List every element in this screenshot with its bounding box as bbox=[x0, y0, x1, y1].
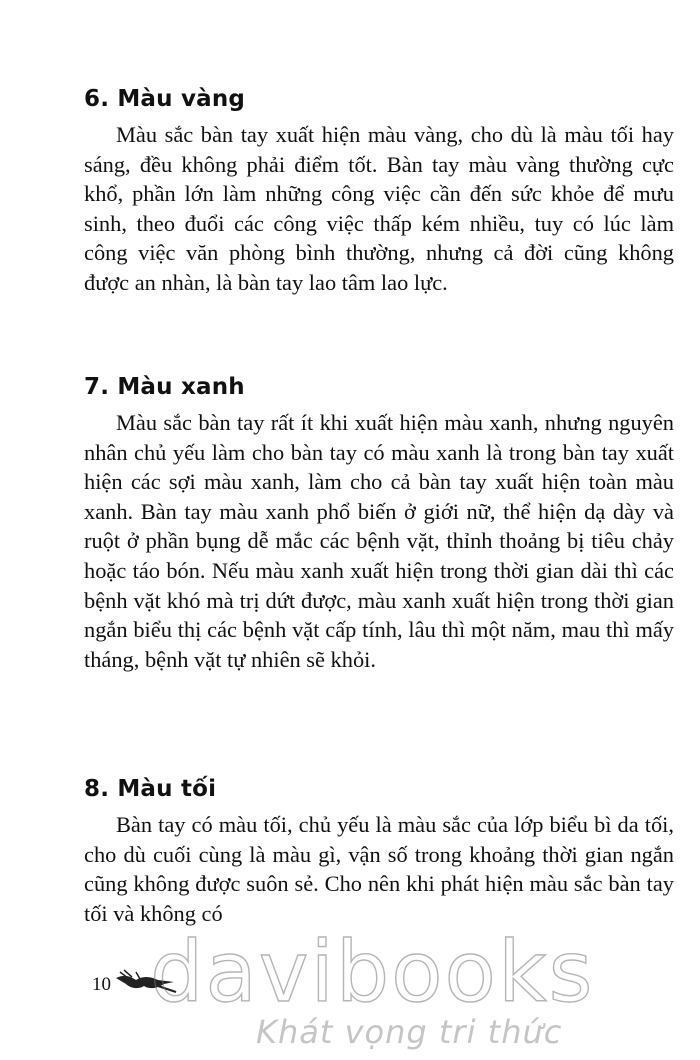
watermark-tagline: Khát vọng tri thức bbox=[256, 1013, 563, 1051]
section-yellow-color bbox=[84, 84, 674, 298]
section-paragraph: Màu sắc bàn tay rất ít khi xuất hiện màu xanh, nhưng nguyên nhân chủ yếu làm cho bàn tay có màu xanh là trong bàn tay xuất hiện các sợi màu xanh, làm cho cả bàn tay xuất hiện toàn màu xanh. Bàn tay màu xanh phổ biến ở giới nữ, thể hiện dạ dày và ruột ở phần bụng dễ mắc các bệnh vặt, thỉnh thoảng bị tiêu chảy hoặc táo bón. Nếu màu xanh xuất hiện trong thời gian dài thì các bệnh vặt khó mà trị dứt được, màu xanh xuất hiện trong thời gian ngắn biểu thị các bệnh vặt cấp tính, lâu thì một năm, mau thì mấy tháng, bệnh vặt tự nhiên sẽ khỏi. bbox=[84, 410, 674, 672]
watermark-logo: davibooks bbox=[150, 923, 595, 1021]
section-paragraph: Màu sắc bàn tay xuất hiện màu vàng, cho dù là màu tối hay sáng, đều không phải điểm tốt. Bàn tay màu vàng thường cực khổ, phần lớn làm những công việc cần đến sức khỏe để mưu sinh, theo đuổi các công việc thấp kém nhiều, tuy có lúc làm công việc văn phòng bình thường, nhưng cả đời cũng không được an nhàn, là bàn tay lao tâm lao lực. bbox=[84, 122, 674, 295]
page-number: 10 bbox=[92, 974, 111, 995]
section-heading: 6. Màu vàng bbox=[84, 86, 246, 112]
section-blue-color bbox=[84, 372, 674, 674]
section-paragraph: Bàn tay có màu tối, chủ yếu là màu sắc của lớp biểu bì da tối, cho dù cuối cùng là màu gì, vận số trong khoảng thời gian ngắn cũng không được suôn sẻ. Cho nên khi phát hiện màu sắc bàn tay tối và không có bbox=[84, 812, 674, 926]
section-heading: 7. Màu xanh bbox=[84, 374, 245, 400]
section-heading: 8. Màu tối bbox=[84, 776, 217, 802]
section-dark-color bbox=[84, 774, 674, 928]
